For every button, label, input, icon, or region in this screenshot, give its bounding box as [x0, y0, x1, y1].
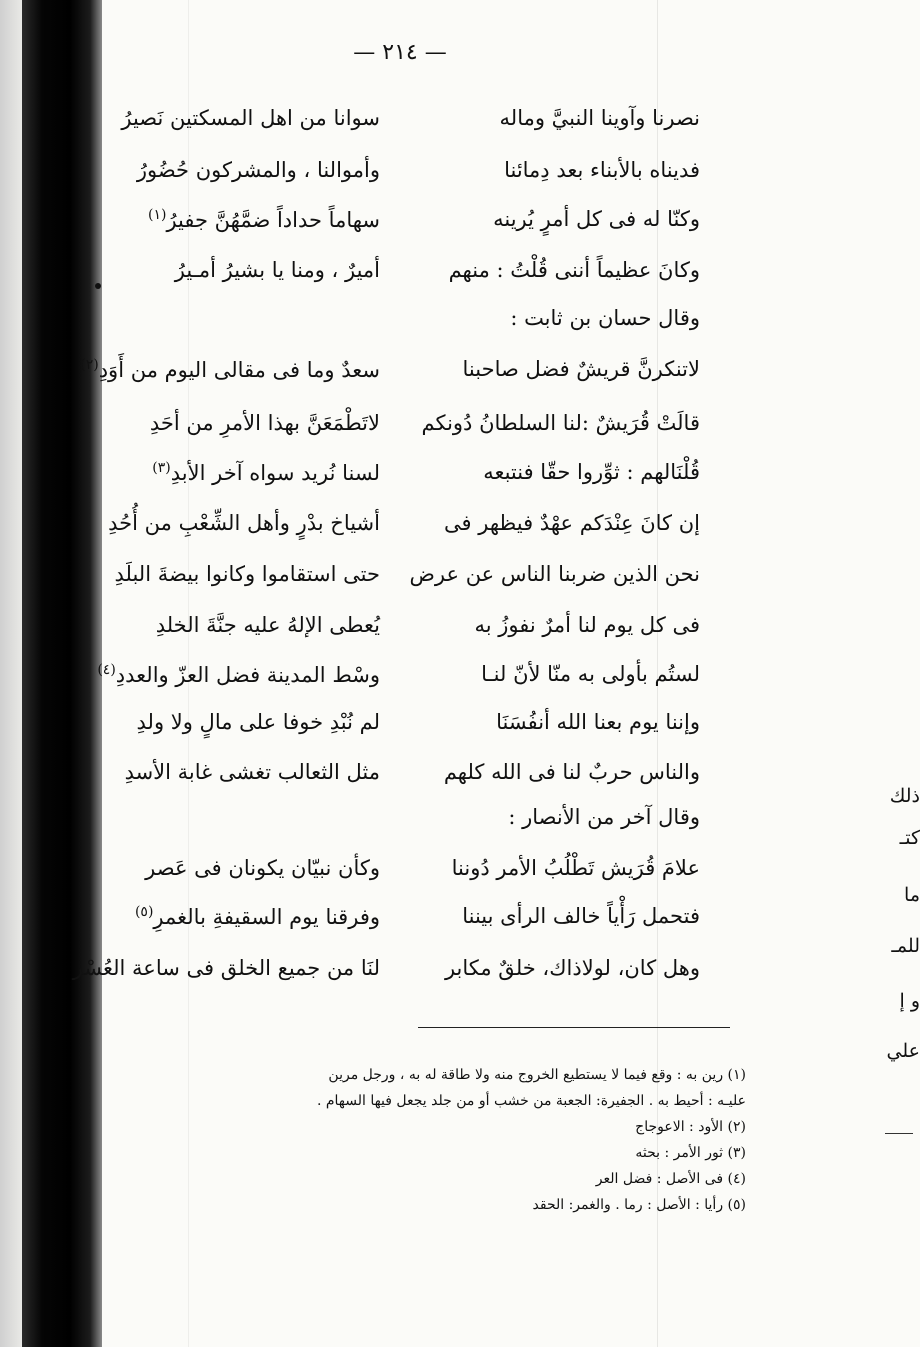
verse-second-hemistich [90, 207, 380, 232]
footnote-separator [418, 1027, 730, 1028]
verse-second-hemistich: يُعطى الإلهُ عليه جنَّةَ الخلدِ [155, 613, 380, 637]
verse-line [100, 710, 700, 752]
verse-line [100, 158, 700, 200]
verse-first-hemistich: فى كل يوم لنا أمرٌ نفوزُ به [474, 613, 700, 637]
hemistich-text: سعدٌ وما فى مقالى اليوم من أَوَدِ [98, 358, 380, 382]
facing-page-fragment: و إ [899, 990, 920, 1012]
poem-intro: وقال آخر من الأنصار : [508, 805, 700, 829]
verse-line [100, 760, 700, 802]
verse-first-hemistich: وهل كان، لولاذاك، خلقٌ مكابر [444, 956, 700, 980]
verse-second-hemistich: حتى استقاموا وكانوا بيضةَ البلَدِ [114, 562, 380, 586]
verse-line [100, 562, 700, 604]
hemistich-text: وفرقنا يوم السقيفةِ بالغمرِ [153, 905, 380, 929]
footnote-ref: (٣) [152, 460, 171, 476]
verse-line [80, 357, 700, 399]
facing-page-fragment: علي [886, 1040, 920, 1062]
facing-page-fragment: ما [904, 884, 920, 906]
footnote: (٤) فى الأصل : فضل العر [595, 1171, 746, 1187]
footnote: (٥) رأيا : الأصل : رما . والغمر: الحقد [532, 1197, 746, 1213]
verse-first-hemistich: وإننا يوم بعنا الله أنفُسَنَا [496, 710, 700, 734]
verse-first-hemistich: نصرنا وآوينا النبيَّ وماله [499, 106, 700, 130]
verse-second-hemistich: سوانا من اهل المسكتين نَصيرُ [121, 106, 380, 130]
footnote-ref: (٥) [134, 904, 154, 920]
verse-line [100, 207, 700, 249]
verse-first-hemistich: قُلْنَالهم : ثوِّروا حقّا فنتبعه [483, 460, 700, 484]
verse-first-hemistich: فديناه بالأبناء بعد دِمائنا [504, 158, 700, 182]
hemistich-text: لسنا نُريد سواه آخر الأبدِ [170, 461, 380, 485]
footnote: (١) رين به : وقع فيما لا يستطيع الخروج منه ولا طاقة له به ، ورجل مرين [328, 1067, 746, 1083]
verse-line [100, 411, 700, 453]
verse-first-hemistich: وكانَ عظيماً أننى قُلْتُ : منهم [448, 258, 700, 282]
verse-second-hemistich: مثل الثعالب تغشى غابة الأسدِ [124, 760, 380, 784]
footnote-ref: (٤) [97, 662, 116, 678]
verse-second-hemistich: لم نُبْدِ خوفا على مالٍ ولا ولدِ [136, 710, 380, 734]
page-edge [0, 0, 22, 1347]
facing-page-fragment: كتـ [899, 827, 920, 849]
footnote-ref: (١) [147, 207, 167, 223]
verse-line [100, 106, 700, 148]
verse-first-hemistich: علامَ قُرَيش تَطْلُبُ الأمر دُوننا [451, 856, 700, 880]
facing-page-fragment: للمـ [891, 935, 920, 957]
verse-first-hemistich: فتحمل رَأْياً خالف الرأى بيننا [462, 904, 700, 928]
verse-second-hemistich [80, 357, 380, 382]
verse-second-hemistich [90, 662, 380, 687]
footnotes [96, 1062, 746, 1218]
verse-line [72, 956, 700, 998]
verse-first-hemistich: لاتنكرنَّ قريشٌ فضل صاحبنا [462, 357, 700, 381]
verse-second-hemistich: أميرٌ ، ومنا يا بشيرُ أمـيرُ [174, 258, 380, 282]
verse-first-hemistich: وكنّا له فى كل أمرٍ يُرينه [493, 207, 700, 231]
verse-line [100, 904, 700, 946]
verse-line [100, 460, 700, 502]
footnote: (٢) الأود : الاعوجاج [635, 1119, 746, 1135]
facing-page-rule [885, 1133, 913, 1134]
verse-line [100, 856, 700, 898]
verse-second-hemistich: لنَا من جميع الخلق فى ساعة العُسْر [72, 956, 380, 980]
verse-second-hemistich: لاتَطْمَعَنَّ بهذا الأمرِ من أحَدِ [149, 411, 380, 435]
verse-second-hemistich: وكأن نبيّان يكونان فى عَصر [145, 856, 380, 880]
poem-intro: وقال حسان بن ثابت : [510, 306, 700, 330]
verse-first-hemistich: قالَتْ قُرَيشٌ :لنا السلطانُ دُونكم [421, 411, 700, 435]
hemistich-text: وسْط المدينة فضل العزّ والعددِ [115, 663, 380, 687]
footnote: عليـه : أحيط به . الجفيرة: الجعبة من خشب أو من جلد يجعل فيها السهام . [316, 1093, 746, 1109]
verse-first-hemistich: لستُم بأولى به منّا لأنّ لنـا [481, 662, 700, 686]
verse-line [100, 511, 700, 553]
verse-line [100, 258, 700, 300]
verse-line [100, 613, 700, 655]
verse-second-hemistich: أشياخ بدْرٍ وأهل الشِّعْبِ من أُحُدِ [108, 511, 380, 535]
page-number: — ٢١٤ — [353, 40, 447, 65]
footnote: (٣) ثور الأمر : بحثه [635, 1145, 746, 1161]
verse-second-hemistich: وأموالنا ، والمشركون حُضُورُ [136, 158, 380, 182]
verse-first-hemistich: والناس حربٌ لنا فى الله كلهم [443, 760, 700, 784]
verse-second-hemistich [90, 460, 380, 485]
footnote-ref: (٢) [80, 357, 99, 373]
verse-first-hemistich: إن كانَ عِنْدَكم عهْدٌ فيظهر فى [444, 511, 700, 535]
verse-first-hemistich: نحن الذين ضربنا الناس عن عرض [409, 562, 700, 586]
verse-line [97, 662, 700, 704]
verse-second-hemistich [90, 904, 380, 929]
facing-page-fragment: ذلك [889, 785, 920, 807]
hemistich-text: سهاماً حداداً ضمَّهُنَّ جفيرُ [166, 208, 380, 232]
